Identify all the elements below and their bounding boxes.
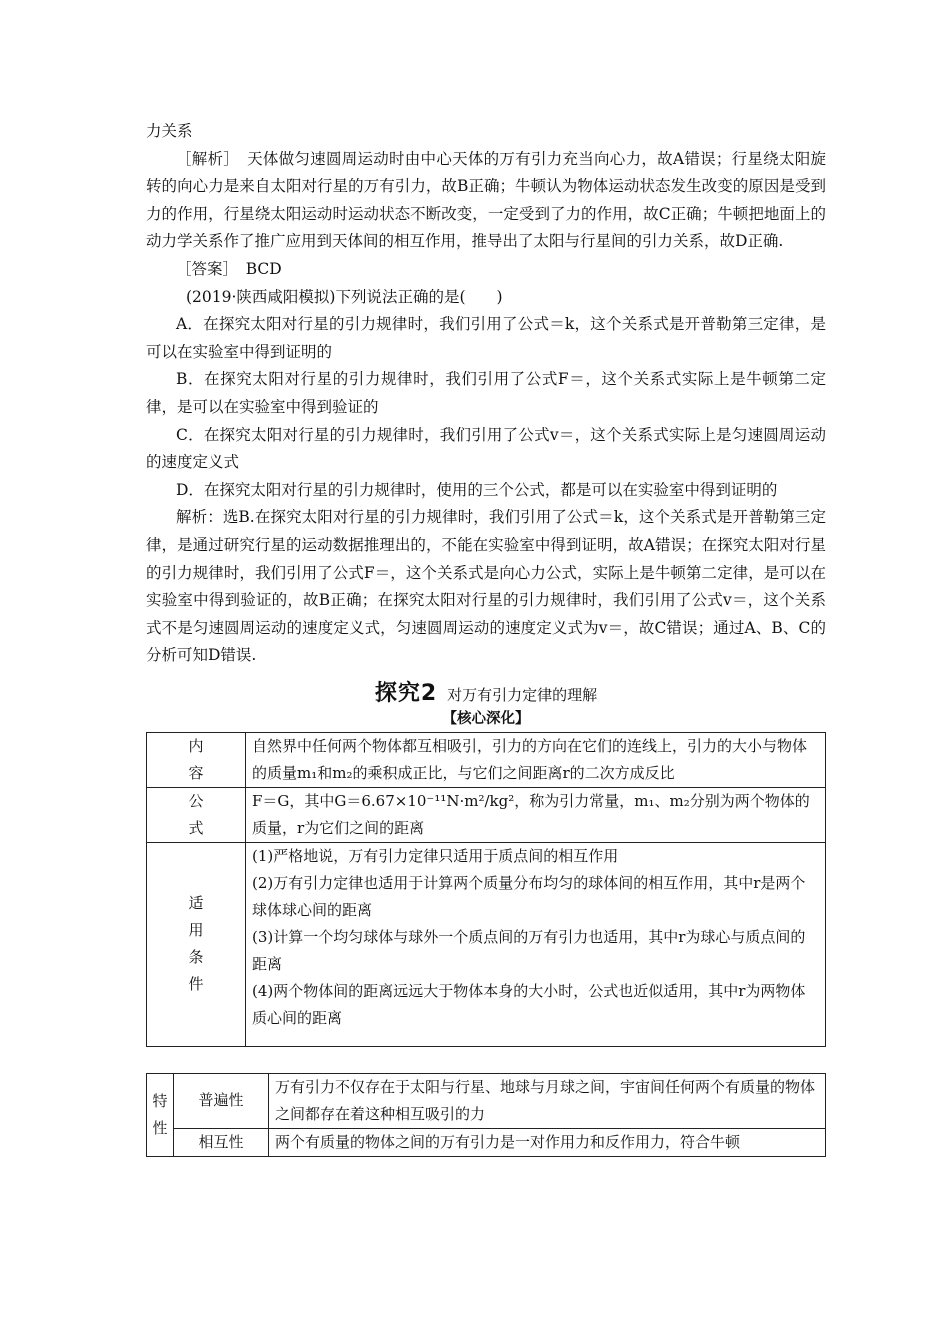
table-row	[147, 1128, 826, 1156]
condition-item: (3)计算一个均匀球体与球外一个质点间的万有引力也适用，其中r为球心与质点间的距离	[252, 927, 806, 973]
law-table	[146, 732, 826, 1047]
row-label-universality: 普遍性	[174, 1073, 269, 1128]
row-content: 自然界中任何两个物体都互相吸引，引力的方向在它们的连线上，引力的大小与物体的质量m₁和m₂的乘积成正比，与它们之间距离r的二次方成反比	[246, 732, 826, 787]
option-d: D．在探究太阳对行星的引力规律时，使用的三个公式，都是可以在实验室中得到证明的	[176, 480, 778, 499]
group-label: 特 性	[147, 1073, 174, 1156]
table-row	[147, 1073, 826, 1128]
row-universality: 万有引力不仅存在于太阳与行星、地球与月球之间，宇宙间任何两个有质量的物体之间都存在着这种相互吸引的力	[269, 1073, 826, 1128]
table-row	[147, 732, 826, 787]
condition-item: (4)两个物体间的距离远远大于物体本身的大小时，公式也近似适用，其中r为两物体质心间的距离	[252, 981, 806, 1027]
section-heading-number: 探究2	[374, 680, 438, 706]
option-c: C．在探究太阳对行星的引力规律时，我们引用了公式v＝，这个关系式实际上是匀速圆周运动的速度定义式	[146, 425, 826, 472]
section-heading	[146, 676, 826, 708]
condition-item: (1)严格地说，万有引力定律只适用于质点间的相互作用	[252, 846, 619, 865]
row-formula: F＝G，其中G＝6.67×10⁻¹¹N·m²/kg²，称为引力常量，m₁、m₂分别为两个物体的质量，r为它们之间的距离	[246, 787, 826, 842]
table-row	[147, 787, 826, 842]
row-label-conditions: 适 用 条 件	[147, 842, 246, 1046]
row-label-mutuality: 相互性	[174, 1128, 269, 1156]
question-stem: (2019·陕西咸阳模拟)下列说法正确的是( )	[186, 287, 503, 306]
condition-item: (2)万有引力定律也适用于计算两个质量分布均匀的球体间的相互作用，其中r是两个球体球心间的距离	[252, 873, 806, 919]
document-page	[146, 118, 826, 1157]
section-heading-title: 对万有引力定律的理解	[447, 685, 598, 704]
row-mutuality: 两个有质量的物体之间的万有引力是一对作用力和反作用力，符合牛顿	[269, 1128, 826, 1156]
option-b: B．在探究太阳对行星的引力规律时，我们引用了公式F＝，这个关系式实际上是牛顿第二定律，是可以在实验室中得到验证的	[146, 370, 826, 416]
analysis-paragraph: ［解析］ 天体做匀速圆周运动时由中心天体的万有引力充当向心力，故A错误；行星绕太阳旋转的向心力是来自太阳对行星的万有引力，故B正确；牛顿认为物体运动状态发生改变的原因是受到力的作用，行星绕太阳运动时运动状态不断改变，一定受到了力的作用，故C正确；牛顿把地面上的动力学关系作了推广应用到天体间的相互作用，推导出了太阳与行星间的引力关系，故D正确.	[146, 149, 826, 251]
row-label-formula: 公 式	[147, 787, 246, 842]
solution-paragraph: 解析：选B.在探究太阳对行星的引力规律时，我们引用了公式＝k，这个关系式是开普勒第三定律，是通过研究行星的运动数据推理出的，不能在实验室中得到证明，故A错误；在探究太阳对行星的引力规律时，我们引用了公式F＝，这个关系式是向心力公式，实际上是牛顿第二定律，是可以在实验室中得到验证的，故B正确；在探究太阳对行星的引力规律时，我们引用了公式v＝，这个关系式不是匀速圆周运动的速度定义式，匀速圆周运动的速度定义式为v＝，故C错误；通过A、B、C的分析可知D错误.	[146, 508, 826, 665]
paragraph-continuation: 力关系	[146, 122, 193, 140]
option-a: A．在探究太阳对行星的引力规律时，我们引用了公式＝k，这个关系式是开普勒第三定律，是可以在实验室中得到证明的	[146, 315, 826, 361]
subheading: 【核心深化】	[442, 709, 530, 727]
row-conditions	[246, 842, 826, 1046]
table-row	[147, 842, 826, 1046]
row-label-content: 内 容	[147, 732, 246, 787]
answer-line: ［答案］ BCD	[176, 259, 282, 278]
property-table	[146, 1073, 826, 1157]
